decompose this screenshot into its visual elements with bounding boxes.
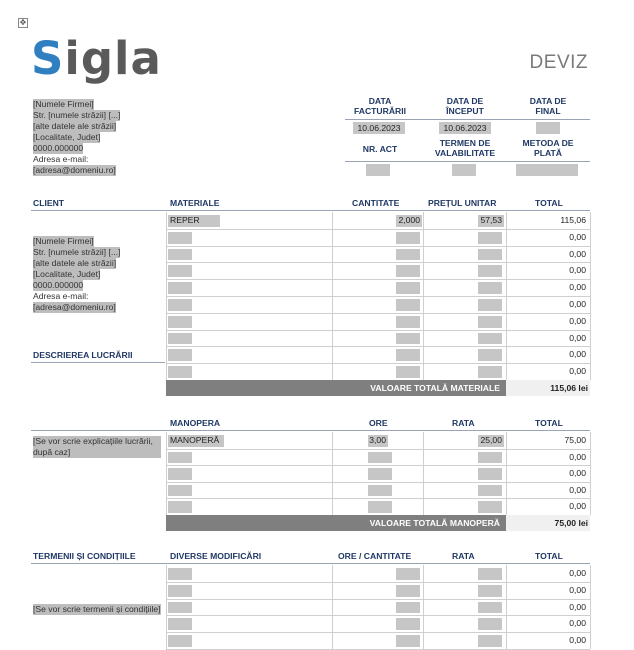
company-name[interactable]: [Numele Firmei] [33, 99, 94, 109]
misc-rate-cell[interactable] [478, 568, 502, 580]
client-phone[interactable]: 0000.000000 [33, 280, 84, 290]
material-total-cell: 0,00 [569, 265, 586, 276]
column-divider [590, 432, 591, 515]
misc-rate-cell[interactable] [478, 602, 502, 614]
misc-hours-cell[interactable] [396, 635, 420, 647]
labour-rate-cell[interactable] [478, 452, 502, 464]
divider [345, 161, 590, 162]
material-qty-cell[interactable] [396, 232, 420, 244]
misc-total-cell: 0,00 [569, 618, 586, 629]
divider [31, 362, 165, 363]
logo-text: igla [64, 32, 162, 85]
client-label: CLIENT [33, 198, 65, 208]
material-total-cell: 0,00 [569, 248, 586, 259]
labour-rate-cell[interactable] [478, 468, 502, 480]
material-price-cell[interactable] [478, 232, 502, 244]
end-date-field[interactable] [536, 122, 560, 134]
table-row [166, 246, 590, 263]
work-description-value: [Se vor scrie explicațiile lucrării, după caz] [33, 436, 161, 458]
misc-total-cell: 0,00 [569, 601, 586, 612]
material-qty-cell[interactable] [396, 265, 420, 277]
logo-first-letter: S [31, 32, 65, 85]
labour-item-cell[interactable] [168, 501, 192, 513]
labour-total-value: 75,00 lei [506, 515, 590, 531]
validity-field[interactable] [452, 164, 476, 176]
start-date-label: DATA DE ÎNCEPUT [446, 96, 484, 116]
labour-hours-cell[interactable] [368, 468, 392, 480]
table-move-handle-icon[interactable]: ✥ [19, 18, 27, 27]
client-email-label: Adresa e-mail: [33, 291, 89, 301]
misc-rate-cell[interactable] [478, 635, 502, 647]
table-row [166, 582, 590, 599]
company-address [33, 99, 163, 176]
material-price-cell[interactable] [478, 265, 502, 277]
misc-item-cell[interactable] [168, 568, 192, 580]
table-row [166, 615, 590, 632]
material-total-cell: 0,00 [569, 332, 586, 343]
labour-total-label: VALOARE TOTALĂ MANOPERĂ [166, 515, 506, 531]
divider [345, 119, 590, 120]
document-title: DEVIZ [529, 52, 588, 73]
material-price-cell[interactable] [478, 333, 502, 345]
material-item-cell[interactable] [168, 282, 192, 294]
material-item-cell[interactable] [168, 316, 192, 328]
labour-total-cell: 0,00 [569, 451, 586, 462]
client-city[interactable]: [Localitate, Judet] [33, 269, 101, 279]
terms-text[interactable] [33, 604, 161, 615]
misc-total-cell: 0,00 [569, 584, 586, 595]
misc-col-hours: ORE / CANTITATE [338, 551, 412, 561]
material-qty-cell[interactable] [396, 316, 420, 328]
materials-col-item: MATERIALE [170, 198, 220, 208]
material-price-cell[interactable] [478, 282, 502, 294]
labour-total-cell: 0,00 [569, 501, 586, 512]
work-description-label: DESCRIEREA LUCRĂRII [33, 350, 133, 360]
client-address [33, 236, 163, 313]
material-price-cell[interactable] [478, 249, 502, 261]
divider [31, 563, 590, 564]
materials-col-qty: CANTITATE [352, 198, 400, 208]
material-qty-cell[interactable] [396, 249, 420, 261]
payment-method-field[interactable] [516, 164, 578, 176]
table-row [166, 330, 590, 347]
material-total-cell: 115,06 [560, 215, 586, 225]
table-row [166, 212, 590, 229]
company-street[interactable]: Str. [numele străzii] [...] [33, 110, 121, 120]
client-street2[interactable]: [alte datele ale străzii] [33, 258, 117, 268]
labour-item-cell[interactable] [168, 452, 192, 464]
material-item-cell[interactable] [168, 232, 192, 244]
misc-item-cell[interactable] [168, 618, 192, 630]
company-phone[interactable]: 0000.000000 [33, 143, 84, 153]
misc-rate-cell[interactable] [478, 618, 502, 630]
table-row [166, 262, 590, 279]
misc-hours-cell[interactable] [396, 585, 420, 597]
table-row [166, 632, 590, 649]
labour-rate-cell[interactable]: 25,00 [478, 435, 504, 447]
client-name[interactable]: [Numele Firmei] [33, 236, 94, 246]
company-email[interactable]: [adresa@domeniu.ro] [33, 165, 116, 175]
misc-total-cell: 0,00 [569, 568, 586, 578]
material-item-cell[interactable]: REPER [168, 215, 220, 227]
payment-method-label: METODA DE PLATĂ [522, 138, 574, 158]
table-row [166, 296, 590, 313]
material-qty-cell[interactable] [396, 349, 420, 361]
material-total-cell: 0,00 [569, 349, 586, 360]
column-divider [590, 212, 591, 380]
materials-total-value: 115,06 lei [506, 380, 590, 396]
misc-col-rate: RATA [452, 551, 475, 561]
client-street[interactable]: Str. [numele străzii] [...] [33, 247, 121, 257]
material-item-cell[interactable] [168, 265, 192, 277]
misc-item-cell[interactable] [168, 602, 192, 614]
column-divider [590, 565, 591, 649]
labour-item-cell[interactable] [168, 468, 192, 480]
labour-item-cell[interactable]: MANOPERĂ [168, 435, 224, 447]
labour-hours-cell[interactable] [368, 452, 392, 464]
misc-hours-cell[interactable] [396, 602, 420, 614]
work-description-text[interactable] [33, 436, 161, 458]
misc-item-cell[interactable] [168, 585, 192, 597]
client-email[interactable]: [adresa@domeniu.ro] [33, 302, 116, 312]
doc-number-field[interactable] [366, 164, 390, 176]
material-price-cell[interactable] [478, 299, 502, 311]
material-price-cell[interactable]: 57,53 [478, 215, 504, 227]
labour-hours-cell[interactable] [368, 501, 392, 513]
misc-item-cell[interactable] [168, 635, 192, 647]
material-qty-cell[interactable]: 2,000 [396, 215, 422, 227]
materials-col-total: TOTAL [535, 198, 563, 208]
misc-col-total: TOTAL [535, 551, 563, 561]
misc-col-item: DIVERSE MODIFICĂRI [170, 551, 262, 561]
labour-col-hours: ORE [369, 418, 388, 428]
labour-col-rate: RATA [452, 418, 475, 428]
misc-hours-cell[interactable] [396, 618, 420, 630]
table-row [166, 599, 590, 616]
material-qty-cell[interactable] [396, 282, 420, 294]
misc-total-cell: 0,00 [569, 635, 586, 646]
material-item-cell[interactable] [168, 249, 192, 261]
misc-hours-cell[interactable] [396, 568, 420, 580]
material-total-cell: 0,00 [569, 315, 586, 326]
divider [31, 430, 590, 431]
material-item-cell[interactable] [168, 299, 192, 311]
materials-col-price: PREȚUL UNITAR [428, 198, 497, 208]
end-date-label: DATA DE FINAL [529, 96, 567, 116]
table-row [166, 346, 590, 363]
material-item-cell[interactable] [168, 349, 192, 361]
validity-label: TERMEN DE VALABILITATE [434, 138, 496, 158]
labour-item-cell[interactable] [168, 485, 192, 497]
company-city[interactable]: [Localitate, Judet] [33, 132, 101, 142]
table-row [166, 279, 590, 296]
material-total-cell: 0,00 [569, 231, 586, 242]
material-price-cell[interactable] [478, 349, 502, 361]
start-date-field[interactable]: 10.06.2023 [439, 122, 491, 134]
company-logo [31, 33, 162, 85]
material-total-cell: 0,00 [569, 282, 586, 293]
labour-hours-cell[interactable] [368, 485, 392, 497]
terms-value: [Se vor scrie termenii și condițiile] [33, 604, 161, 614]
company-email-label: Adresa e-mail: [33, 154, 89, 164]
labour-col-total: TOTAL [535, 418, 563, 428]
material-qty-cell[interactable] [396, 299, 420, 311]
divider [31, 210, 590, 211]
material-item-cell[interactable] [168, 333, 192, 345]
misc-rate-cell[interactable] [478, 585, 502, 597]
labour-rate-cell[interactable] [478, 501, 502, 513]
material-item-cell[interactable] [168, 366, 192, 378]
labour-total-cell: 0,00 [569, 468, 586, 479]
doc-number-label: NR. ACT [362, 144, 398, 154]
table-row [166, 565, 590, 582]
terms-label: TERMENII ȘI CONDIȚIILE [33, 551, 136, 561]
invoice-date-field[interactable]: 10.06.2023 [353, 122, 405, 134]
material-qty-cell[interactable] [396, 333, 420, 345]
material-total-cell: 0,00 [569, 366, 586, 377]
labour-hours-cell[interactable]: 3,00 [369, 435, 386, 445]
material-price-cell[interactable] [478, 366, 502, 378]
company-street2[interactable]: [alte datele ale străzii] [33, 121, 117, 131]
table-row [166, 229, 590, 246]
labour-col-item: MANOPERA [170, 418, 221, 428]
material-total-cell: 0,00 [569, 299, 586, 309]
labour-total-cell: 75,00 [564, 435, 586, 445]
material-price-cell[interactable] [478, 316, 502, 328]
invoice-date-label: DATA FACTURĂRII [353, 96, 407, 116]
labour-total-cell: 0,00 [569, 484, 586, 495]
materials-total-label: VALOARE TOTALĂ MATERIALE [166, 380, 506, 396]
table-row [166, 363, 590, 380]
material-qty-cell[interactable] [396, 366, 420, 378]
table-row [166, 313, 590, 330]
labour-rate-cell[interactable] [478, 485, 502, 497]
